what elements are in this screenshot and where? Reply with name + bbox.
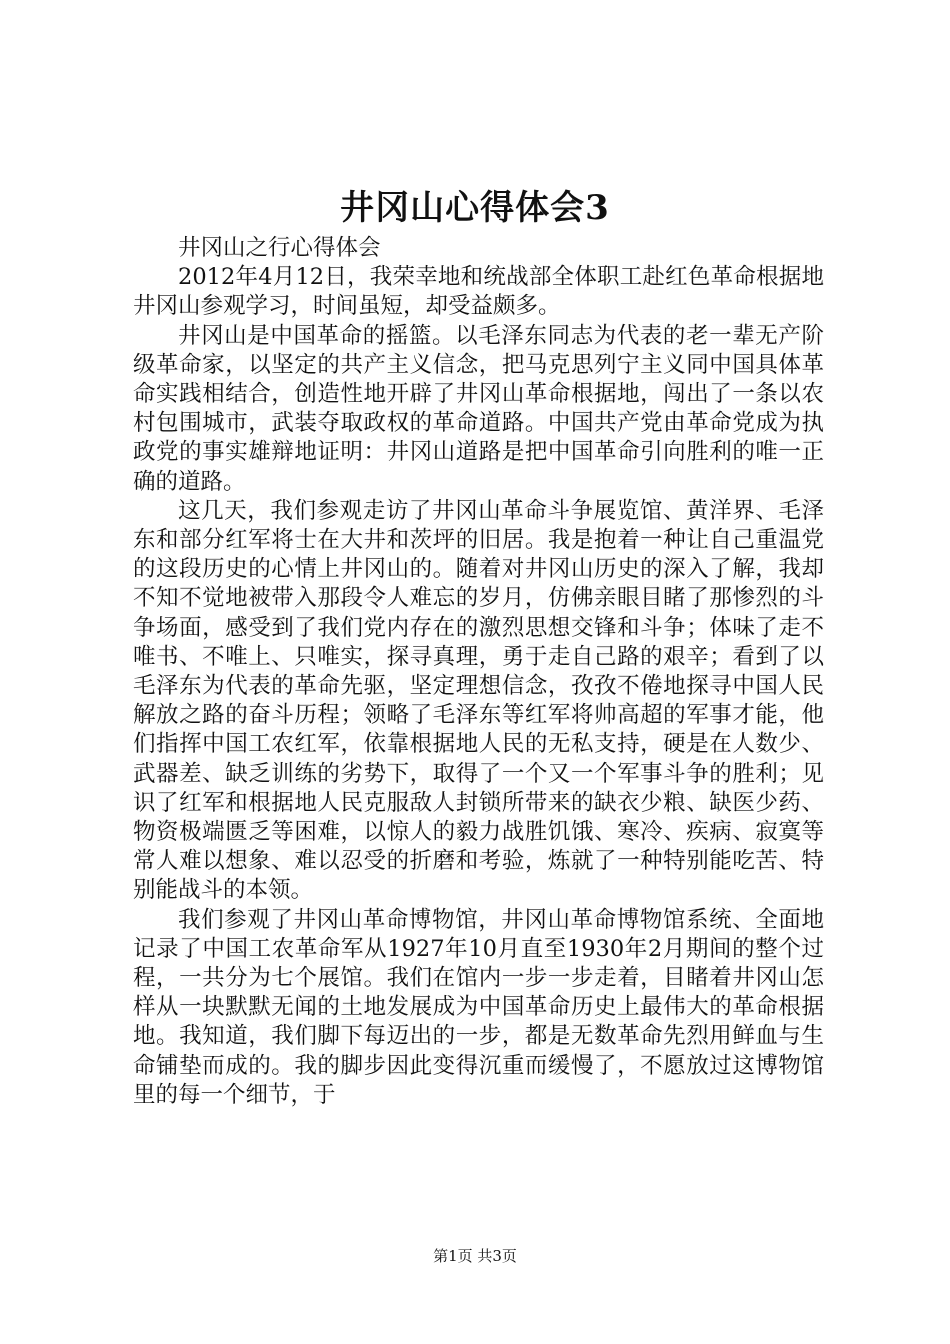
body-paragraph: 井冈山是中国革命的摇篮。以毛泽东同志为代表的老一辈无产阶级革命家，以坚定的共产主义信念，把马克思列宁主义同中国具体革命实践相结合，创造性地开辟了井冈山革命根据地，闯出了一条以农村包围城市，武装夺取政权的革命道路。中国共产党由革命党成为执政党的事实雄辩地证明：井冈山道路是把中国革命引向胜利的唯一正确的道路。 [133, 322, 824, 495]
document-body [133, 234, 824, 1110]
subtitle-paragraph: 井冈山之行心得体会 [178, 235, 381, 261]
body-paragraph: 2012年4月12日，我荣幸地和统战部全体职工赴红色革命根据地井冈山参观学习，时间虽短，却受益颇多。 [133, 264, 824, 320]
page-footer: 第1页 共3页 [433, 1247, 517, 1265]
document-title: 井冈山心得体会3 [340, 188, 610, 228]
body-paragraph: 我们参观了井冈山革命博物馆，井冈山革命博物馆系统、全面地记录了中国工农革命军从1927年10月直至1930年2月期间的整个过程，一共分为七个展馆。我们在馆内一步一步走着，目睹着井冈山怎样从一块默默无闻的土地发展成为中国革命历史上最伟大的革命根据地。我知道，我们脚下每迈出的一步，都是无数革命先烈用鲜血与生命铺垫而成的。我的脚步因此变得沉重而缓慢了，不愿放过这博物馆里的每一个细节，于 [133, 906, 824, 1108]
body-paragraph: 这几天，我们参观走访了井冈山革命斗争展览馆、黄洋界、毛泽东和部分红军将士在大井和茨坪的旧居。我是抱着一种让自己重温党的这段历史的心情上井冈山的。随着对井冈山历史的深入了解，我却不知不觉地被带入那段令人难忘的岁月，仿佛亲眼目睹了那惨烈的斗争场面，感受到了我们党内存在的激烈思想交锋和斗争；体味了走不唯书、不唯上、只唯实，探寻真理，勇于走自己路的艰辛；看到了以毛泽东为代表的革命先驱，坚定理想信念，孜孜不倦地探寻中国人民解放之路的奋斗历程；领略了毛泽东等红军将帅高超的军事才能，他们指挥中国工农红军，依靠根据地人民的无私支持，硬是在人数少、武器差、缺乏训练的劣势下，取得了一个又一个军事斗争的胜利；见识了红军和根据地人民克服敌人封锁所带来的缺衣少粮、缺医少药、物资极端匮乏等困难，以惊人的毅力战胜饥饿、寒冷、疾病、寂寞等常人难以想象、难以忍受的折磨和考验，炼就了一种特别能吃苦、特别能战斗的本领。 [133, 497, 824, 904]
